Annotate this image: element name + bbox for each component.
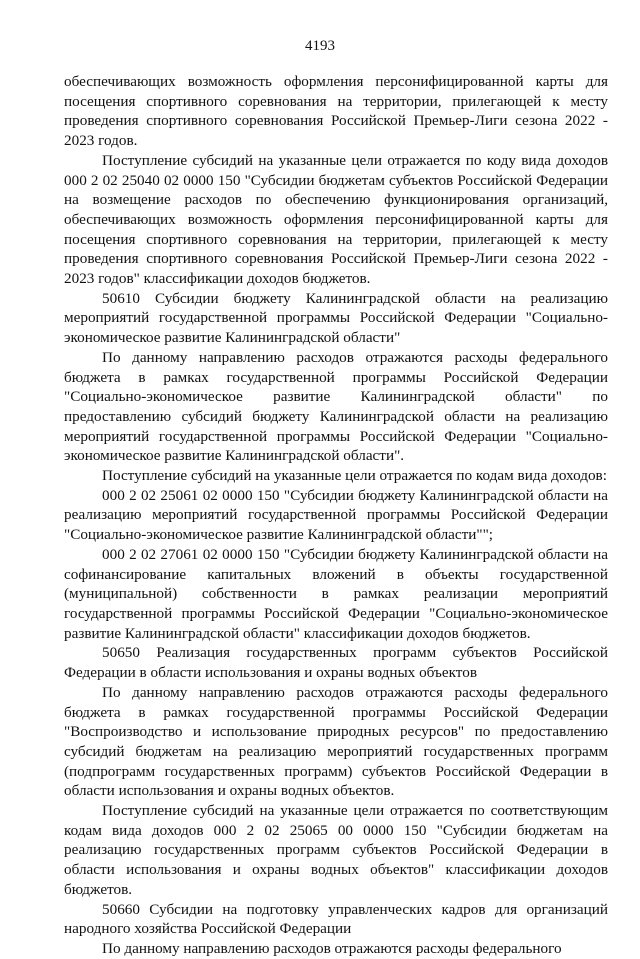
page-number: 4193 bbox=[305, 38, 335, 54]
paragraph-12: По данному направлению расходов отражаются расходы федерального bbox=[102, 939, 562, 957]
paragraph-4: По данному направлению расходов отражаются расходы федерального бюджета в рамках государственной программы Российской Федерации "Социально-экономическое развитие Калининградской области" по предоставлению субсидий бюджету Калининградской области на реализацию мероприятий государственной программы Российской Федерации "Социально-экономическое развитие Калининградской области". bbox=[64, 348, 608, 465]
paragraph-8: 50650 Реализация государственных программ субъектов Российской Федерации в области использования и охраны водных объектов bbox=[64, 644, 608, 682]
paragraph-7: 000 2 02 27061 02 0000 150 "Субсидии бюджету Калининградской области на софинансирование капитальных вложений в объекты государственной (муниципальной) собственности в рамках реализации мероприятий государственной программы Российской Федерации "Социально-экономическое развитие Калининградской области" классификации доходов бюджетов. bbox=[64, 545, 608, 642]
paragraph-1: обеспечивающих возможность оформления персонифицированной карты для посещения спортивного соревнования на территории, прилегающей к месту проведения спортивного соревнования Российской Премьер-Лиги сезона 2022 - 2023 годов. bbox=[64, 73, 608, 150]
paragraph-3: 50610 Субсидии бюджету Калининградской области на реализацию мероприятий государственной программы Российской Федерации "Социально-экономическое развитие Калининградской области" bbox=[64, 289, 608, 347]
paragraph-6: 000 2 02 25061 02 0000 150 "Субсидии бюджету Калининградской области на реализацию мероприятий государственной программы Российской Федерации "Социально-экономическое развитие Калининградской области""; bbox=[64, 486, 608, 544]
paragraph-5: Поступление субсидий на указанные цели отражается по кодам вида доходов: bbox=[102, 467, 607, 485]
paragraph-2: Поступление субсидий на указанные цели отражается по коду вида доходов 000 2 02 25040 02 0000 150 "Субсидии бюджетам субъектов Российской Федерации на возмещение расходов по обеспечению функционирования организаций, обеспечивающих возможность оформления персонифицированной карты для посещения спортивного соревнования на территории, прилегающей к месту проведения спортивного соревнования Российской Премьер-Лиги сезона 2022 - 2023 годов" классификации доходов бюджетов. bbox=[64, 151, 608, 288]
paragraph-9: По данному направлению расходов отражаются расходы федерального бюджета в рамках государственной программы Российской Федерации "Воспроизводство и использование природных ресурсов" по предоставлению субсидий бюджетам на реализацию мероприятий государственных программ (подпрограмм государственных программ) субъектов Российской Федерации в области использования и охраны водных объектов. bbox=[64, 683, 608, 800]
paragraph-11: 50660 Субсидии на подготовку управленческих кадров для организаций народного хозяйства Российской Федерации bbox=[64, 900, 608, 938]
document-body bbox=[64, 72, 608, 959]
paragraph-10: Поступление субсидий на указанные цели отражается по соответствующим кодам вида доходов 000 2 02 25065 00 0000 150 "Субсидии бюджетам на реализацию государственных программ субъектов Российской Федерации в области использования и охраны водных объектов" классификации доходов бюджетов. bbox=[64, 802, 608, 898]
